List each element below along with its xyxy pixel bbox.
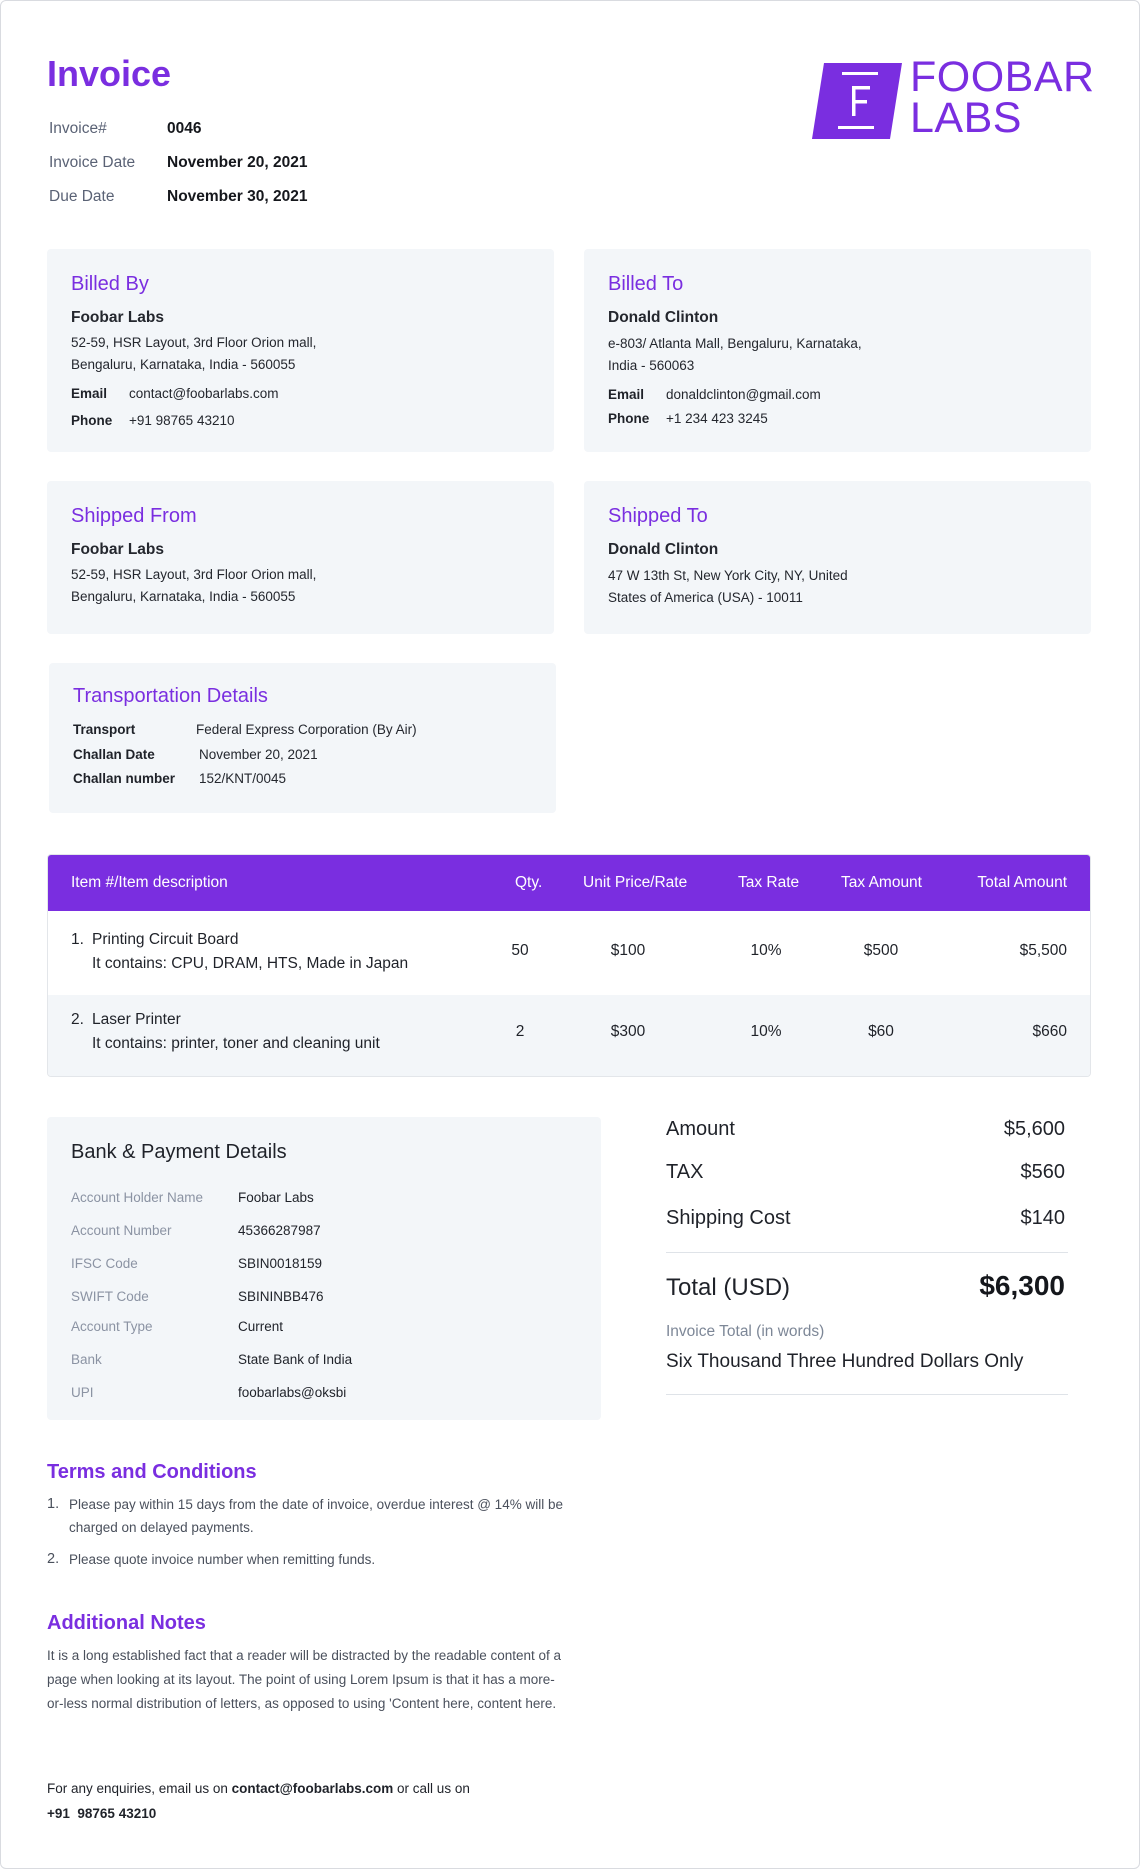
logo-line-1: FOOBAR: [910, 53, 1095, 101]
billed-to-address-line: e-803/ Atlanta Mall, Bengaluru, Karnataka,: [608, 336, 862, 351]
due-date-value: November 30, 2021: [167, 188, 308, 205]
account-holder-label: Account Holder Name: [71, 1190, 204, 1205]
table-row: [48, 911, 1090, 995]
account-type-value: Current: [238, 1319, 284, 1334]
footer-prefix: For any enquiries, email us on: [47, 1781, 232, 1796]
bank-name-value: State Bank of India: [238, 1352, 353, 1367]
billed-by-card: [47, 249, 554, 452]
column-header-item: Item #/Item description: [71, 874, 228, 891]
swift-code-value: SBININBB476: [238, 1289, 324, 1304]
item-name: Printing Circuit Board: [92, 931, 239, 948]
billed-to-title: Billed To: [608, 273, 684, 295]
shipped-to-address-line: 47 W 13th St, New York City, NY, United: [608, 568, 848, 583]
shipped-from-title: Shipped From: [71, 505, 197, 527]
item-unit-price: $300: [610, 1023, 646, 1040]
item-description: It contains: CPU, DRAM, HTS, Made in Japan: [92, 955, 409, 972]
total-label: Total (USD): [666, 1274, 791, 1301]
upi-value: foobarlabs@oksbi: [238, 1385, 347, 1400]
footer-email[interactable]: contact@foobarlabs.com: [231, 1781, 394, 1796]
summary-divider: [666, 1252, 1068, 1253]
invoice-date-label: Invoice Date: [49, 154, 136, 171]
billed-by-phone: +91 98765 43210: [129, 413, 235, 428]
challan-date-label: Challan Date: [73, 747, 155, 762]
shipped-to-name: Donald Clinton: [608, 541, 719, 558]
billed-by-phone-label: Phone: [71, 413, 113, 428]
billed-to-email-label: Email: [608, 387, 645, 402]
term-text: Please pay within 15 days from the date of invoice, overdue interest @ 14% will be charged on delayed payments.: [69, 1497, 563, 1535]
shipped-from-address-line: 52-59, HSR Layout, 3rd Floor Orion mall,: [71, 567, 317, 582]
tax-value: $560: [1020, 1161, 1065, 1183]
bank-name-label: Bank: [71, 1352, 102, 1367]
item-tax-rate: 10%: [750, 942, 782, 959]
invoice-number-value: 0046: [167, 120, 202, 137]
tax-label: TAX: [666, 1161, 704, 1183]
billed-to-card: [584, 249, 1091, 452]
amount-label: Amount: [666, 1118, 735, 1140]
item-unit-price: $100: [610, 942, 646, 959]
shipped-from-card: [47, 481, 554, 634]
item-total: $660: [1032, 1023, 1067, 1040]
billed-by-name: Foobar Labs: [71, 309, 165, 326]
total-in-words-label: Invoice Total (in words): [666, 1323, 825, 1340]
billed-by-address-line: Bengaluru, Karnataka, India - 560055: [71, 357, 296, 372]
billed-to-email[interactable]: donaldclinton@gmail.com: [666, 387, 821, 402]
total-in-words-value: Six Thousand Three Hundred Dollars Only: [666, 1351, 1024, 1372]
summary-bottom-divider: [666, 1394, 1068, 1395]
billed-to-phone-label: Phone: [608, 411, 650, 426]
bank-details-card: [47, 1117, 601, 1420]
logo-line-2: LABS: [910, 94, 1022, 142]
billed-to-name: Donald Clinton: [608, 309, 719, 326]
table-header: [48, 855, 1090, 911]
challan-date-value: November 20, 2021: [199, 747, 318, 762]
footer-middle: or call us on: [393, 1781, 470, 1796]
account-number-value: 45366287987: [238, 1223, 321, 1238]
due-date-label: Due Date: [49, 188, 115, 205]
term-text: Please quote invoice number when remitting funds.: [69, 1552, 376, 1567]
column-header-tax-amount: Tax Amount: [841, 874, 922, 891]
shipped-to-address-line: States of America (USA) - 10011: [608, 590, 803, 605]
item-total: $5,500: [1019, 942, 1067, 959]
shipping-cost-label: Shipping Cost: [666, 1207, 791, 1229]
footer-contact: [47, 1776, 567, 1826]
item-qty: 50: [511, 942, 529, 959]
items-table: [47, 854, 1091, 1077]
total-value: $6,300: [979, 1270, 1065, 1301]
company-logo: [812, 53, 1095, 145]
billed-by-email[interactable]: contact@foobarlabs.com: [129, 386, 279, 401]
shipped-from-name: Foobar Labs: [71, 541, 165, 558]
billed-by-email-label: Email: [71, 386, 108, 401]
item-number: 1.: [71, 931, 84, 948]
column-header-total: Total Amount: [977, 874, 1067, 891]
column-header-qty: Qty.: [515, 874, 543, 891]
billed-to-address-line: India - 560063: [608, 358, 695, 373]
swift-code-label: SWIFT Code: [71, 1289, 149, 1304]
footer-phone: +91 98765 43210: [47, 1806, 157, 1821]
account-type-label: Account Type: [71, 1319, 153, 1334]
billed-by-address-line: 52-59, HSR Layout, 3rd Floor Orion mall,: [71, 335, 317, 350]
transport-label: Transport: [73, 722, 136, 737]
transport-value: Federal Express Corporation (By Air): [196, 722, 417, 737]
account-holder-value: Foobar Labs: [238, 1190, 314, 1205]
page-title: Invoice: [47, 53, 172, 94]
column-header-unit-price: Unit Price/Rate: [583, 874, 688, 891]
challan-number-value: 152/KNT/0045: [199, 771, 287, 786]
item-tax-amount: $500: [863, 942, 899, 959]
invoice-number-label: Invoice#: [49, 120, 107, 137]
item-qty: 2: [515, 1023, 525, 1040]
item-name: Laser Printer: [92, 1011, 181, 1028]
invoice-date-value: November 20, 2021: [167, 154, 308, 171]
item-description: It contains: printer, toner and cleaning unit: [92, 1035, 380, 1052]
ifsc-code-label: IFSC Code: [71, 1256, 138, 1271]
bank-details-title: Bank & Payment Details: [71, 1141, 287, 1163]
transport-title: Transportation Details: [73, 685, 268, 707]
shipped-to-card: [584, 481, 1091, 634]
shipping-cost-value: $140: [1020, 1207, 1065, 1229]
term-number: 2.: [47, 1551, 60, 1567]
item-number: 2.: [71, 1011, 84, 1028]
item-tax-amount: $60: [868, 1023, 894, 1040]
account-number-label: Account Number: [71, 1223, 172, 1238]
column-header-tax-rate: Tax Rate: [738, 874, 800, 891]
amount-value: $5,600: [1003, 1118, 1065, 1140]
billed-by-title: Billed By: [71, 273, 149, 295]
logo-wordmark: [910, 53, 1095, 142]
item-tax-rate: 10%: [750, 1023, 782, 1040]
terms-title: Terms and Conditions: [47, 1461, 257, 1483]
table-row: [48, 995, 1090, 1077]
shipped-to-title: Shipped To: [608, 505, 708, 527]
upi-label: UPI: [71, 1385, 94, 1400]
notes-text: It is a long established fact that a reader will be distracted by the readable content of a page when looking at its layout. The point of using Lorem Ipsum is that it has a more-or-less normal distribution of letters, as opposed to using 'Content here, content here.: [47, 1648, 562, 1711]
logo-mark-icon: [812, 63, 902, 139]
challan-number-label: Challan number: [73, 771, 176, 786]
term-number: 1.: [47, 1496, 60, 1512]
billed-to-phone: +1 234 423 3245: [666, 411, 768, 426]
notes-title: Additional Notes: [47, 1612, 206, 1634]
shipped-from-address-line: Bengaluru, Karnataka, India - 560055: [71, 589, 296, 604]
ifsc-code-value: SBIN0018159: [238, 1256, 323, 1271]
transport-card: [49, 663, 556, 813]
